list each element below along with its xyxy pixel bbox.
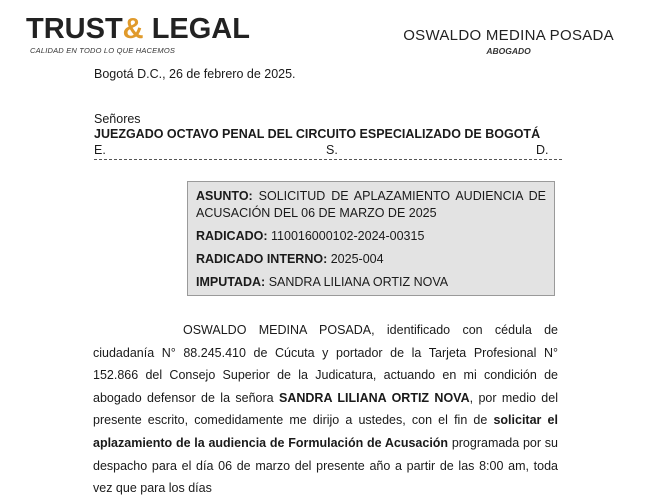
radicado-interno-label: RADICADO INTERNO: — [196, 252, 328, 266]
lawyer-name: OSWALDO MEDINA POSADA — [403, 27, 614, 44]
radicado-interno-row — [196, 251, 546, 268]
imputada-row — [196, 274, 546, 291]
radicado-interno-value: 2025-004 — [330, 252, 384, 266]
trust-legal-logo — [26, 14, 250, 55]
logo-ampersand: & — [122, 13, 144, 45]
lawyer-role: ABOGADO — [486, 46, 531, 56]
body-text-b: , por medio del presente escrito, comedidamente me dirijo a ustedes, con el fin de — [93, 390, 558, 428]
asunto-row — [196, 188, 546, 222]
court-name: JUEZGADO OCTAVO PENAL DEL CIRCUITO ESPECIALIZADO DE BOGOTÁ — [94, 127, 541, 141]
logo-tagline: CALIDAD EN TODO LO QUE HACEMOS — [30, 46, 176, 55]
body-text-a: OSWALDO MEDINA POSADA, identificado con cédula de ciudadanía N° 88.245.410 de Cúcuta y portador de la Tarjeta Profesional N° 152.866 del Consejo Superior de la Judicatura, actuando en mi condición de abogado defensor de la señora — [93, 323, 558, 405]
letter-date: Bogotá D.C., 26 de febrero de 2025. — [94, 67, 296, 81]
logo-title — [26, 14, 250, 44]
letter-body — [93, 319, 558, 500]
radicado-value: 110016000102-2024-00315 — [271, 229, 425, 243]
esd-e: E. — [94, 143, 106, 157]
request-bold-text: solicitar el aplazamiento de la audiencia de Formulación de Acusación — [93, 413, 558, 450]
salutation: Señores — [94, 112, 141, 126]
asunto-value: SOLICITUD DE APLAZAMIENTO AUDIENCIA DE ACUSACIÓN DEL 06 DE MARZO DE 2025 — [196, 189, 546, 220]
imputada-value: SANDRA LILIANA ORTIZ NOVA — [268, 275, 449, 289]
esd-d: D. — [536, 143, 549, 157]
lawyer-letterhead — [403, 27, 614, 56]
dashed-divider — [94, 159, 562, 160]
esd-s: S. — [326, 143, 338, 157]
asunto-label: ASUNTO: — [196, 189, 253, 203]
logo-title-part1: TRUST — [26, 13, 123, 45]
radicado-row — [196, 228, 546, 245]
logo-title-part2: LEGAL — [151, 13, 250, 45]
defendant-name: SANDRA LILIANA ORTIZ NOVA — [279, 390, 470, 405]
radicado-label: RADICADO: — [196, 229, 268, 243]
subject-box — [187, 181, 555, 296]
body-text-c: programada por su despacho para el día 06 de marzo del presente año a partir de las 8:00 am, toda vez que para los días — [93, 435, 558, 496]
body-paragraph — [93, 319, 558, 500]
imputada-label: IMPUTADA: — [196, 275, 266, 289]
